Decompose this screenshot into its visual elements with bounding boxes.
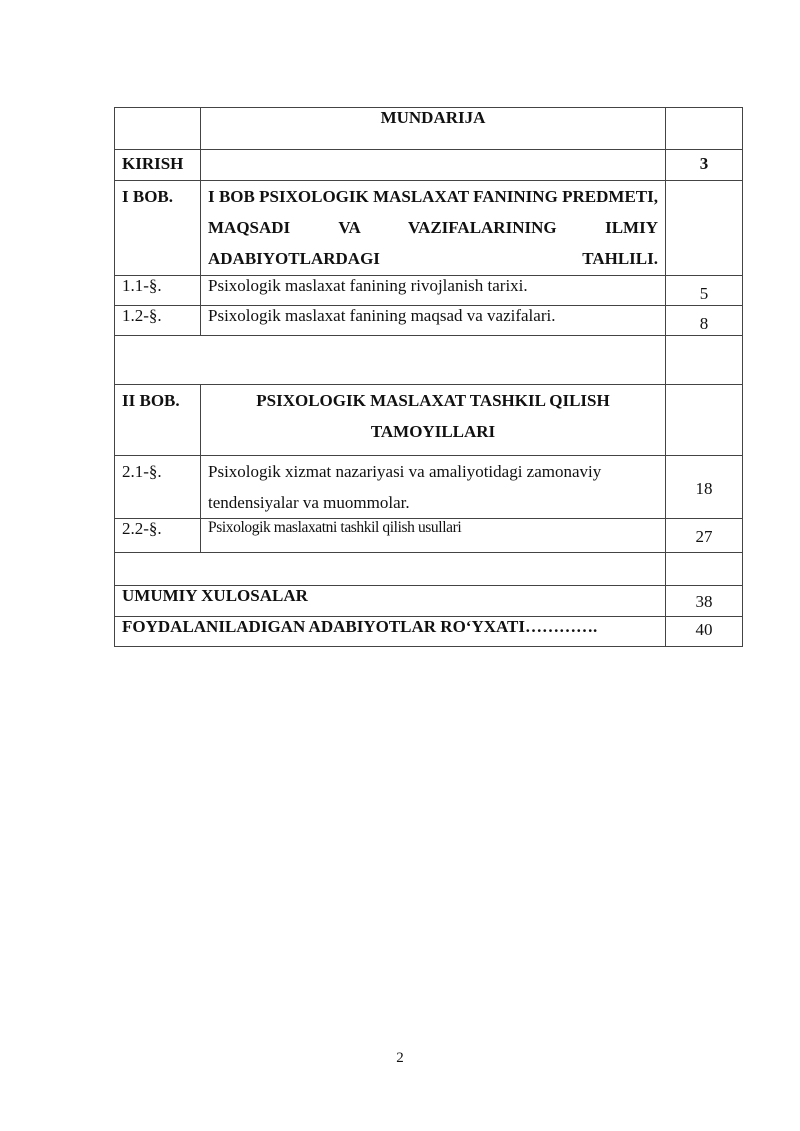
toc-row-section [115,306,743,336]
toc-page-number: 40 [666,617,743,647]
empty-cell [666,181,743,276]
toc-page-number: 18 [666,456,743,519]
section-label: 2.2-§. [115,519,201,553]
toc-page-number: 5 [666,276,743,306]
toc-empty-row [115,553,743,586]
empty-cell [666,108,743,150]
section-label: 1.2-§. [115,306,201,336]
page-number: 2 [396,1050,404,1066]
toc-page-number: 27 [666,519,743,553]
empty-cell [666,553,743,586]
toc-page-number: 8 [666,306,743,336]
chapter-label: I BOB. [115,181,201,276]
toc-row-chapter-1 [115,181,743,276]
table-of-contents [114,107,743,647]
section-label: 1.1-§. [115,276,201,306]
section-title: Psixologik maslaxat fanining maqsad va vazifalari. [201,306,666,336]
empty-cell [115,553,666,586]
summary-title: UMUMIY XULOSALAR [115,586,666,617]
references-title: FOYDALANILADIGAN ADABIYOTLAR RO‘YXATI…………. [115,617,666,647]
toc-title-row [115,108,743,150]
toc-page-number: 3 [666,150,743,181]
toc-empty-row [115,336,743,385]
toc-row-section [115,519,743,553]
toc-row-summary [115,586,743,617]
toc-title: MUNDARIJA [201,108,666,150]
empty-cell [666,385,743,456]
toc-row-section [115,276,743,306]
chapter-title: PSIXOLOGIK MASLAXAT TASHKIL QILISH TAMOYILLARI [201,385,666,456]
section-label: 2.1-§. [115,456,201,519]
toc-entry-label: KIRISH [115,150,201,181]
toc-row-kirish [115,150,743,181]
toc-row-section [115,456,743,519]
section-title: Psixologik maslaxatni tashkil qilish usullari [201,519,666,553]
section-title: Psixologik maslaxat fanining rivojlanish tarixi. [201,276,666,306]
section-title: Psixologik xizmat nazariyasi va amaliyotidagi zamonaviy tendensiyalar va muommolar. [201,456,666,519]
chapter-title: I BOB PSIXOLOGIK MASLAXAT FANINING PREDMETI, MAQSADI VA VAZIFALARINING ILMIY ADABIYOTLARDAGI TAHLILI. [201,181,666,276]
toc-row-references [115,617,743,647]
empty-cell [115,108,201,150]
empty-cell [201,150,666,181]
toc-page-number: 38 [666,586,743,617]
toc-row-chapter-2 [115,385,743,456]
empty-cell [666,336,743,385]
empty-cell [115,336,666,385]
chapter-label: II BOB. [115,385,201,456]
